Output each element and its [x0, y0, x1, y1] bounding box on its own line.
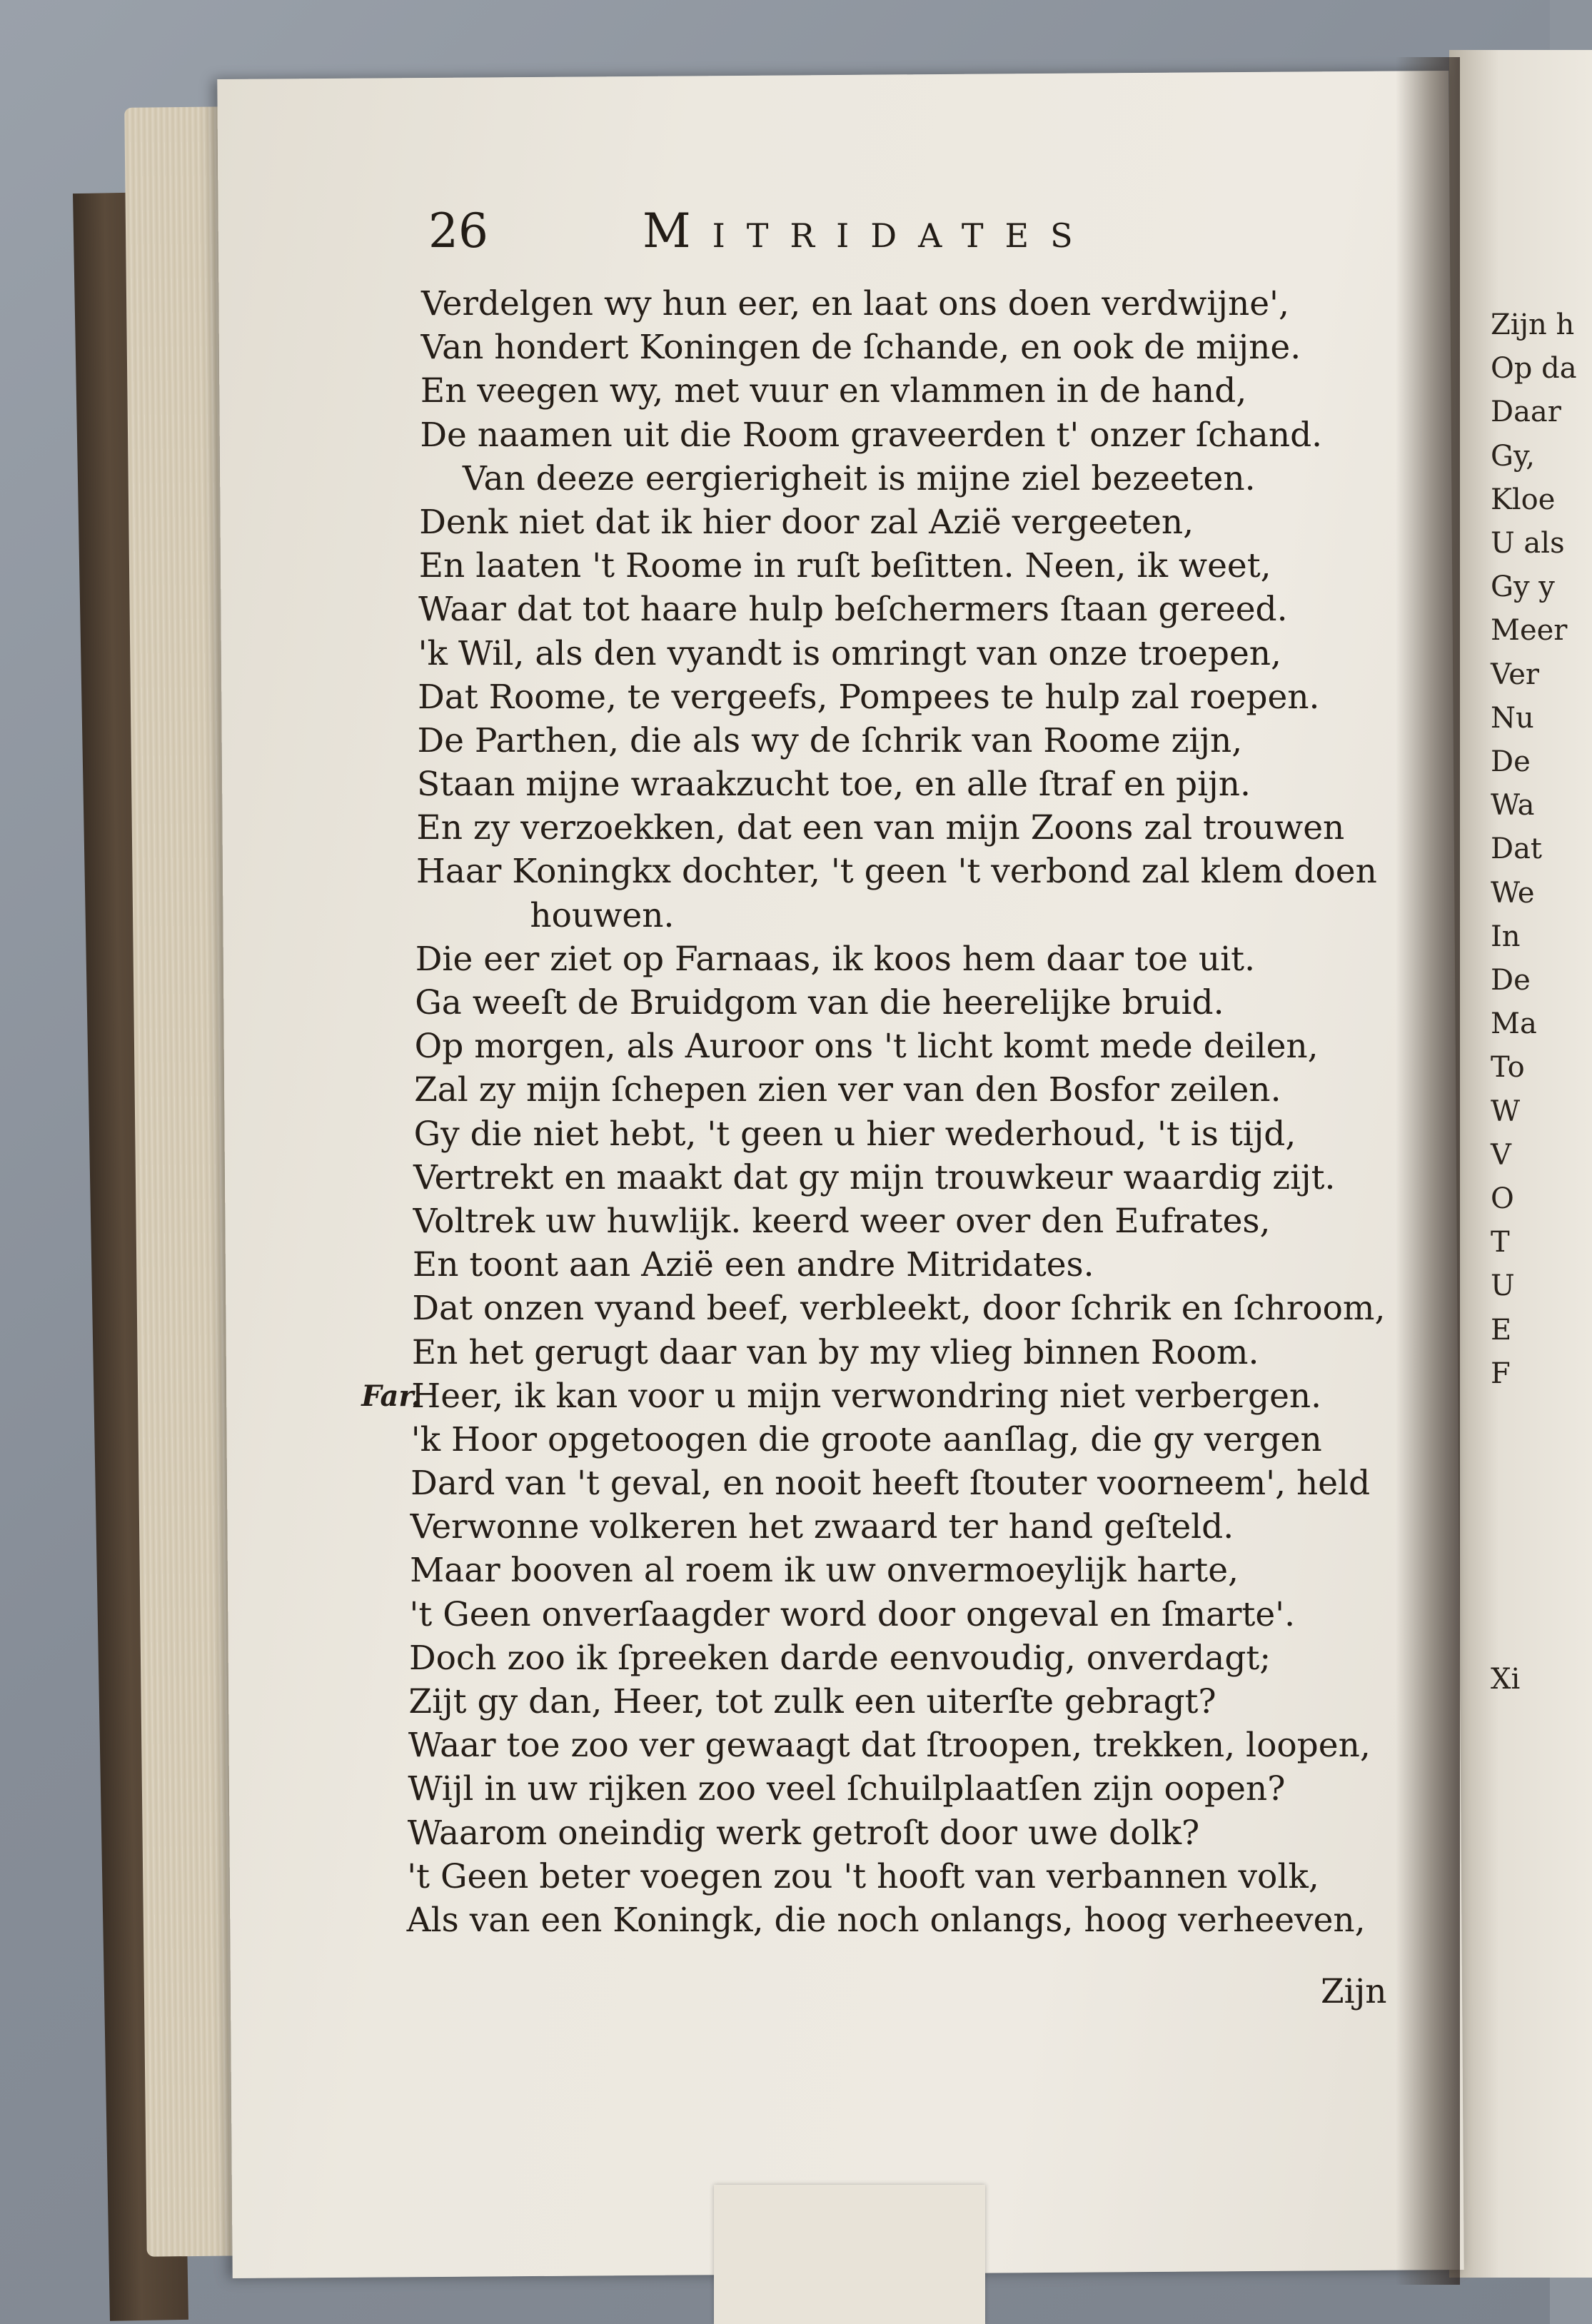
facing-page-fragment: O	[1491, 1182, 1514, 1215]
catchword: Zijn	[1321, 1972, 1387, 2011]
facing-page-fragment: Ma	[1491, 1007, 1537, 1041]
verse-line	[415, 1025, 1435, 1068]
facing-page-fragment: Zijn h	[1491, 308, 1575, 341]
verse-line	[420, 369, 1435, 413]
verse-line-text: Waarom oneindig werk getroſt door uwe dolk?	[407, 1813, 1200, 1853]
facing-page-fragment: Daar	[1491, 396, 1561, 429]
verse-line-text: Maar booven al roem ik uw onvermoeylijk harte,	[410, 1551, 1239, 1591]
facing-page-fragment: De	[1491, 964, 1531, 997]
verse-line	[407, 1898, 1435, 1942]
verse-line	[420, 326, 1435, 369]
running-title: Mitridates	[643, 203, 1094, 258]
verse-line	[408, 1811, 1435, 1855]
verse-line-text: Ga weeſt de Bruidgom van die heerelijke bruid.	[415, 983, 1224, 1022]
verse-line-text: Dard van 't geval, en nooit heeft ſtouter voorneem', held	[410, 1464, 1371, 1504]
verse-line-text: Zijt gy dan, Heer, tot zulk een uiterſte gebragt?	[408, 1682, 1216, 1721]
speaker-label: Far.	[361, 1379, 421, 1413]
verse-line	[420, 457, 1435, 500]
verse-line	[408, 1724, 1435, 1767]
verse-line	[410, 1462, 1435, 1505]
verse-line-text: Verwonne volkeren het zwaard ter hand geſteld.	[410, 1507, 1234, 1547]
verse-line-text: En laaten 't Roome in ruſt beſitten. Neen, ik weet,	[418, 546, 1271, 586]
verse-line	[419, 544, 1435, 588]
facing-page-fragment: We	[1491, 876, 1535, 910]
verse-line	[414, 1068, 1435, 1112]
verse-line-text: Van hondert Koningen de ſchande, en ook de mijne.	[420, 328, 1301, 368]
facing-page-fragment: F	[1491, 1357, 1511, 1390]
verse-line-text: 'k Wil, als den vyandt is omringt van onze troepen,	[418, 633, 1281, 673]
verse-line	[415, 937, 1435, 981]
verse-line-text: En zy verzoekken, dat een van mijn Zoons zal trouwen	[416, 808, 1345, 848]
facing-page-fragment: Dat	[1491, 832, 1542, 866]
facing-page-fragment: Xi	[1491, 1663, 1521, 1696]
verse-line-text: Staan mijne wraakzucht toe, en alle ſtraf en pijn.	[416, 765, 1251, 805]
verse-line	[418, 632, 1435, 675]
verse-line-text: Zal zy mijn ſchepen zien ver van den Bosfor zeilen.	[414, 1070, 1281, 1110]
facing-page-fragment: Nu	[1491, 701, 1534, 735]
facing-page-fragment: Gy y	[1491, 570, 1555, 604]
verse-line-text: Op morgen, als Auroor ons 't licht komt mede deilen,	[414, 1027, 1319, 1067]
verse-line-text: Waar toe zoo ver gewaagt dat ſtroopen, trekken, loopen,	[408, 1726, 1371, 1766]
verse-line-text: Die eer ziet op Farnaas, ik koos hem daar toe uit.	[415, 939, 1256, 979]
verse-line	[420, 413, 1435, 457]
verse-line-text: Dat Roome, te vergeefs, Pompees te hulp zal roepen.	[418, 677, 1320, 717]
verse-line	[411, 1418, 1435, 1462]
verse-line-text: 'k Hoor opgetoogen die groote aanſlag, die gy vergen	[410, 1419, 1322, 1459]
verse-text	[361, 282, 1435, 1942]
verse-line-text: Heer, ik kan voor u mijn verwondring niet verbergen.	[411, 1376, 1322, 1416]
verse-line-text: 't Geen onverſaagder word door ongeval en ſmarte'.	[409, 1594, 1296, 1634]
verse-line-text: 't Geen beter voegen zou 't hooft van verbannen volk,	[407, 1856, 1319, 1896]
facing-page-fragment: Wa	[1491, 789, 1535, 823]
verse-line	[418, 588, 1435, 631]
verse-line-text: En veegen wy, met vuur en vlammen in de hand,	[420, 371, 1247, 411]
verse-line-text: Gy die niet hebt, 't geen u hier wederhoud, 't is tijd,	[413, 1114, 1296, 1154]
facing-page-fragment: Op da	[1491, 352, 1577, 386]
verse-line-text: Van deeze eergierigheit is mijne ziel bezeeten.	[462, 458, 1256, 498]
verse-line	[407, 1855, 1435, 1898]
verse-line	[361, 1374, 1435, 1418]
verse-line	[415, 981, 1435, 1025]
page-number: 26	[428, 203, 488, 258]
verse-line	[408, 1680, 1435, 1724]
verse-line	[417, 763, 1435, 806]
facing-page-fragment: W	[1491, 1095, 1521, 1128]
verse-line-text: Haar Koningkx dochter, 't geen 't verbond zal klem doen	[415, 852, 1377, 892]
verse-line	[414, 1112, 1435, 1156]
verse-line-text: Dat onzen vyand beef, verbleekt, door ſchrik en ſchroom,	[412, 1289, 1386, 1329]
verse-line	[412, 1331, 1435, 1374]
facing-page-fragment: In	[1491, 920, 1521, 953]
facing-page-fragment: T	[1491, 1226, 1510, 1259]
verse-line-text: Als van een Koningk, die noch onlangs, hoog verheeven,	[406, 1900, 1366, 1940]
verse-line-text: De naamen uit die Room graveerden t' onzer ſchand.	[420, 415, 1323, 455]
verse-line-text: Waar dat tot haare hulp beſchermers ſtaan gereed.	[418, 590, 1288, 630]
verse-line	[413, 1156, 1435, 1199]
bookmark-slip	[714, 2185, 985, 2324]
verse-line-text: Wijl in uw rijken zoo veel ſchuilplaatſen zijn oopen?	[408, 1769, 1286, 1809]
verse-line	[410, 1505, 1435, 1549]
verse-line-text: Doch zoo ik ſpreeken darde eenvoudig, onverdagt;	[408, 1638, 1271, 1678]
verse-line	[416, 850, 1435, 893]
verse-line	[408, 1767, 1435, 1811]
verse-line	[410, 1593, 1436, 1636]
running-head	[428, 203, 1285, 275]
verse-line	[413, 1199, 1435, 1243]
facing-page-fragment: Ver	[1491, 658, 1540, 691]
facing-page-fragment: Kloe	[1491, 483, 1556, 516]
verse-line-text: houwen.	[530, 895, 675, 935]
verse-line	[409, 1636, 1435, 1680]
verse-line-text: Voltrek uw huwlijk. keerd weer over den Eufrates,	[413, 1201, 1271, 1241]
verse-line-text: En het gerugt daar van by my vlieg binnen Room.	[411, 1332, 1259, 1372]
facing-page-fragment: Gy,	[1491, 439, 1535, 473]
facing-page-fragment: U	[1491, 1269, 1515, 1303]
verse-line	[413, 1243, 1435, 1287]
facing-page-fragment: U als	[1491, 527, 1565, 560]
facing-page-fragment: Meer	[1491, 614, 1568, 648]
verse-line	[418, 719, 1436, 763]
verse-line	[421, 282, 1435, 326]
verse-line-text: Vertrekt en maakt dat gy mijn trouwkeur waardig zijt.	[413, 1157, 1336, 1197]
facing-page-fragment: V	[1491, 1138, 1511, 1172]
verse-line-text: De Parthen, die als wy de ſchrik van Roome zijn,	[417, 720, 1243, 760]
verse-line	[410, 1549, 1435, 1592]
verse-line	[415, 894, 1435, 937]
facing-page-fragment: E	[1491, 1313, 1512, 1347]
verse-line	[418, 675, 1435, 719]
verse-line	[416, 806, 1435, 850]
verse-line-text: Denk niet dat ik hier door zal Azië vergeeten,	[419, 502, 1194, 542]
verse-line-text: Verdelgen wy hun eer, en laat ons doen verdwijne',	[421, 284, 1289, 323]
verse-line	[419, 500, 1435, 544]
verse-line-text: En toont aan Azië een andre Mitridates.	[412, 1245, 1094, 1285]
facing-page-fragment: De	[1491, 745, 1531, 778]
facing-page-fragment: To	[1491, 1051, 1525, 1085]
verse-line	[412, 1287, 1435, 1330]
